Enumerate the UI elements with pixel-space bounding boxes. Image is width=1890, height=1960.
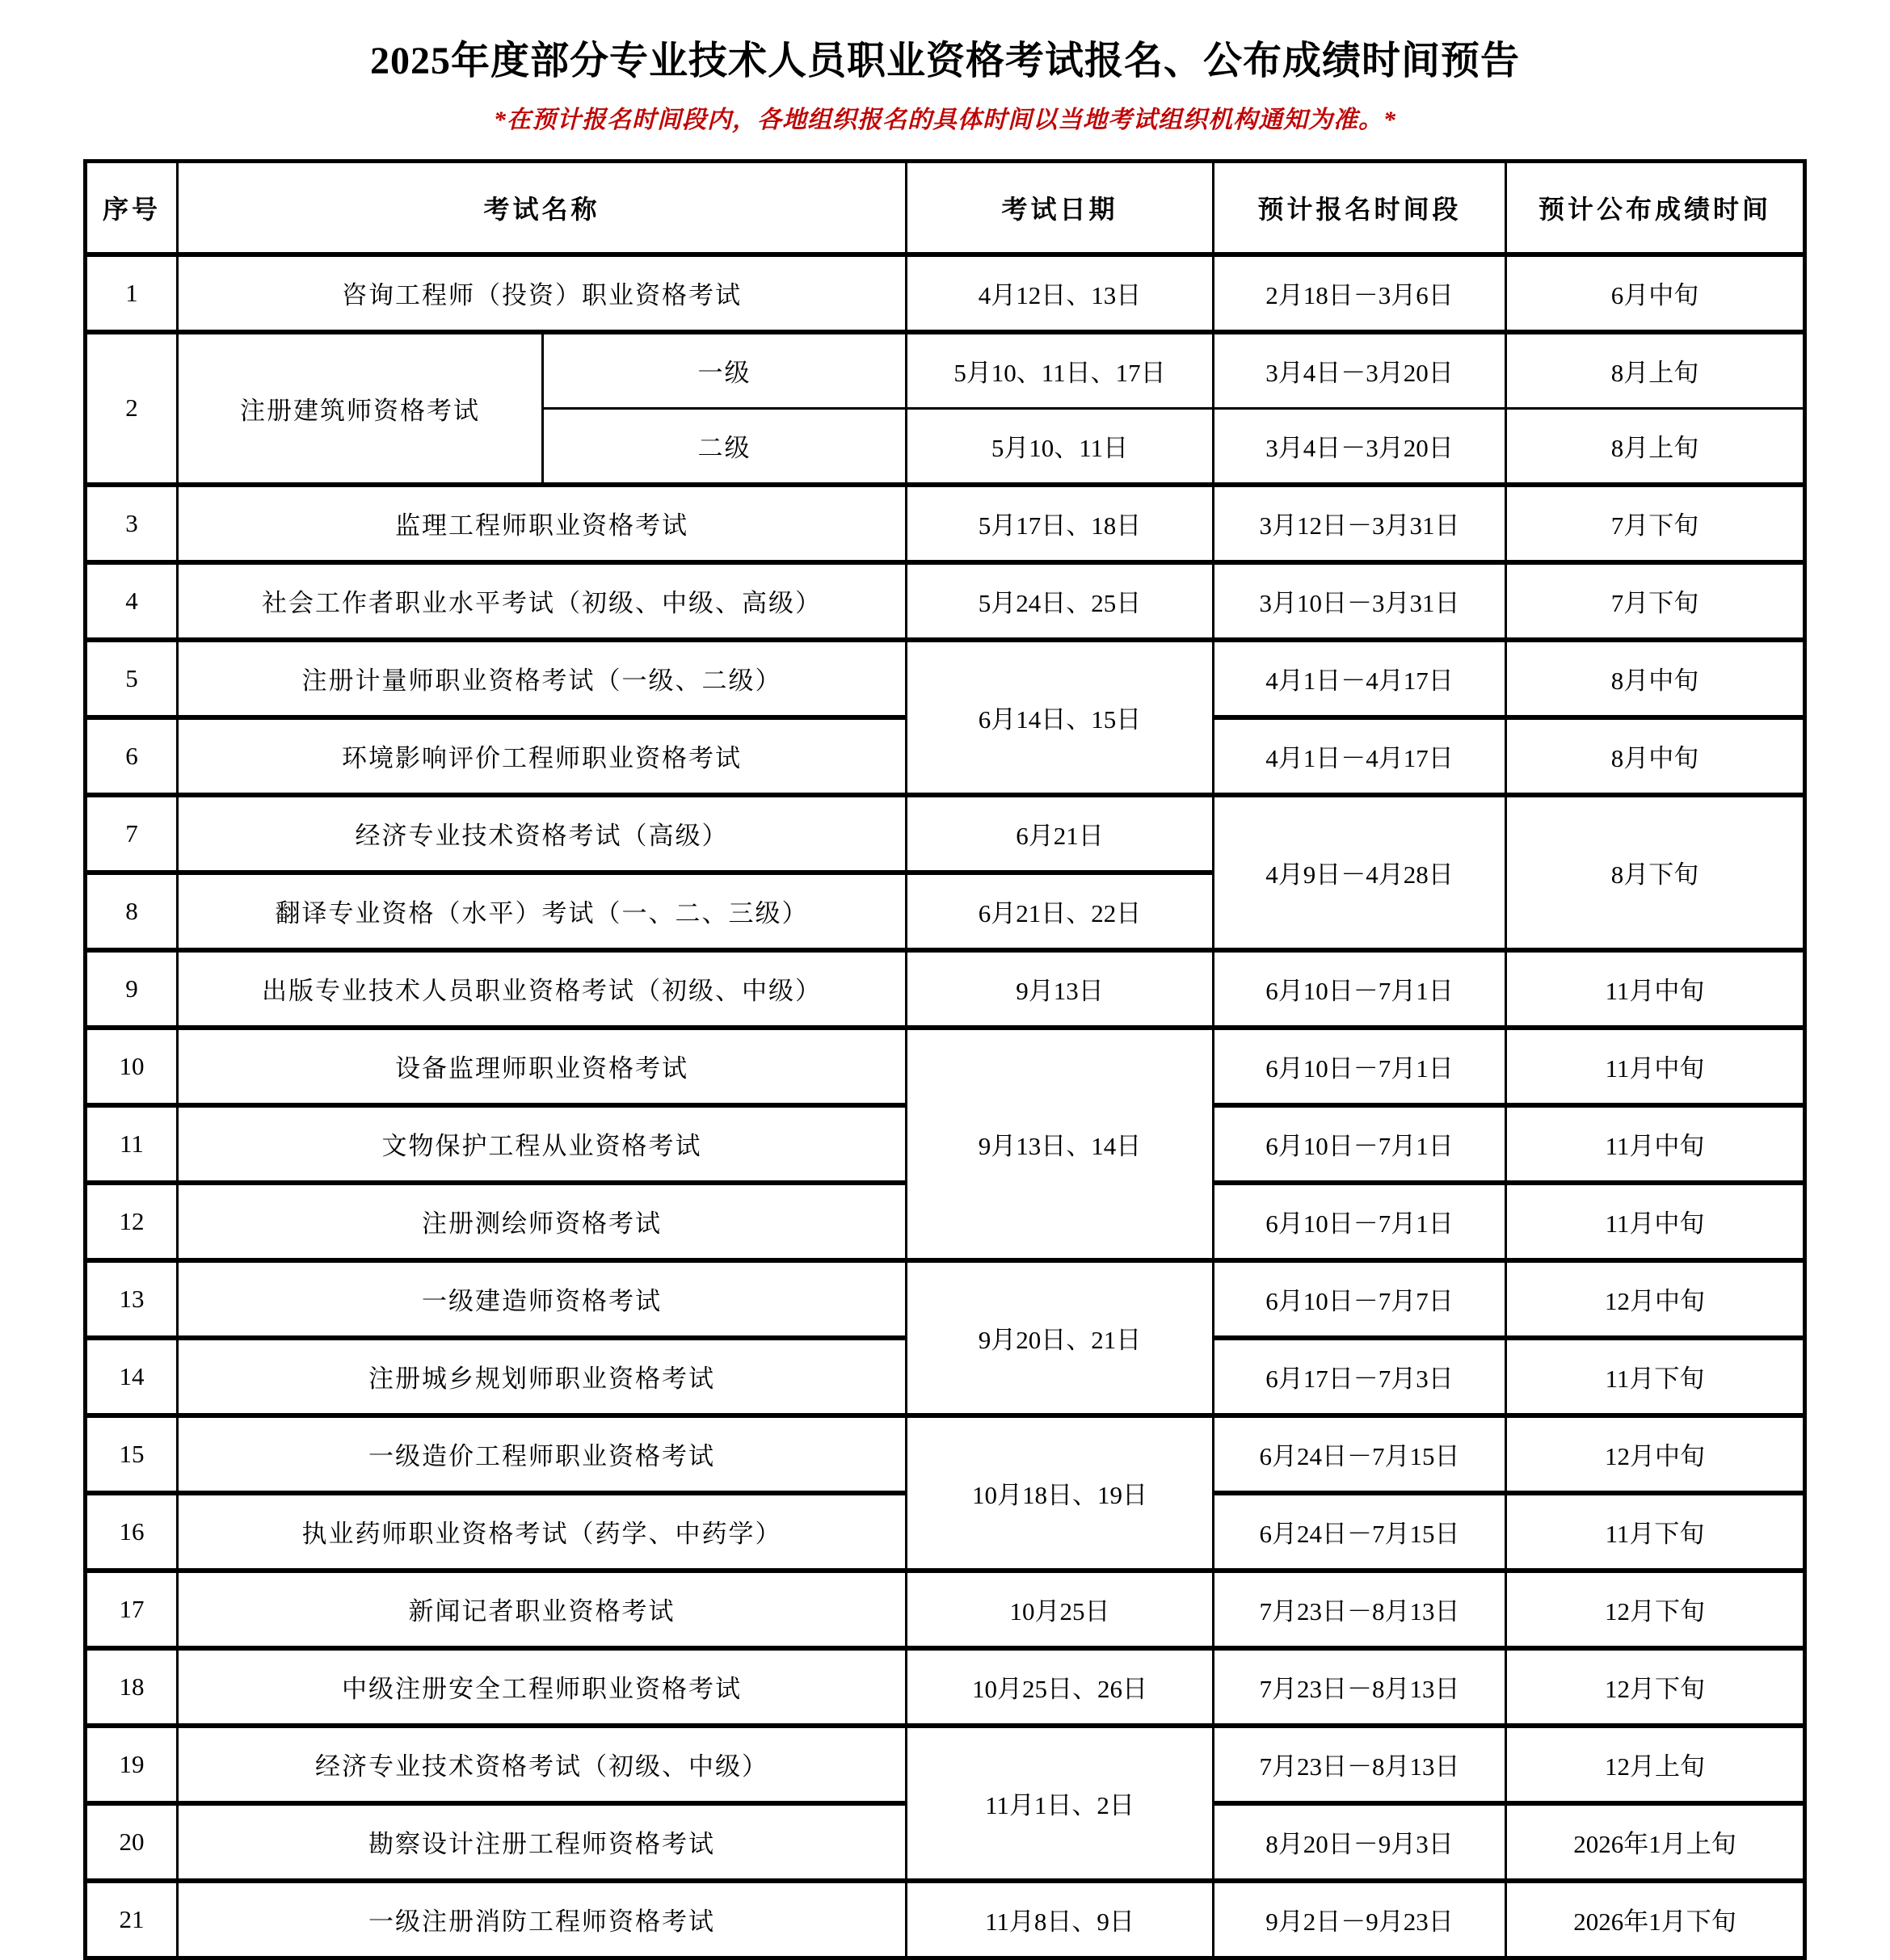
registration-period-cell: 6月10日－7月7日 — [1214, 1260, 1506, 1338]
registration-period-cell: 8月20日－9月3日 — [1214, 1803, 1506, 1881]
table-row — [85, 1881, 1804, 1958]
exam-name-cell: 一级建造师资格考试 — [177, 1260, 906, 1338]
row-index-cell: 7 — [85, 795, 177, 873]
exam-level-cell: 一级 — [542, 332, 906, 409]
score-release-cell: 12月下旬 — [1506, 1571, 1805, 1648]
registration-period-cell: 3月4日－3月20日 — [1214, 332, 1506, 409]
score-release-cell: 12月上旬 — [1506, 1726, 1805, 1803]
exam-date-cell: 6月21日、22日 — [907, 873, 1214, 950]
row-index-cell: 1 — [85, 254, 177, 332]
registration-period-cell: 6月10日－7月1日 — [1214, 1105, 1506, 1183]
exam-date-cell: 6月21日 — [907, 795, 1214, 873]
score-release-cell: 12月中旬 — [1506, 1260, 1805, 1338]
header-row — [85, 161, 1804, 254]
registration-period-cell: 3月4日－3月20日 — [1214, 408, 1506, 485]
score-release-cell: 12月下旬 — [1506, 1648, 1805, 1726]
exam-date-cell: 11月8日、9日 — [907, 1881, 1214, 1958]
exam-date-cell: 9月13日、14日 — [907, 1028, 1214, 1260]
col-header-index: 序号 — [85, 161, 177, 254]
exam-name-cell: 中级注册安全工程师职业资格考试 — [177, 1648, 906, 1726]
registration-period-cell: 4月9日－4月28日 — [1214, 795, 1506, 950]
exam-name-cell: 监理工程师职业资格考试 — [177, 485, 906, 562]
row-index-cell: 6 — [85, 717, 177, 795]
exam-name-cell: 注册计量师职业资格考试（一级、二级） — [177, 640, 906, 717]
score-release-cell: 8月上旬 — [1506, 332, 1805, 409]
exam-name-cell: 翻译专业资格（水平）考试（一、二、三级） — [177, 873, 906, 950]
score-release-cell: 11月下旬 — [1506, 1493, 1805, 1571]
exam-date-cell: 9月20日、21日 — [907, 1260, 1214, 1415]
exam-date-cell: 5月24日、25日 — [907, 562, 1214, 640]
registration-period-cell: 7月23日－8月13日 — [1214, 1571, 1506, 1648]
table-row — [85, 1571, 1804, 1648]
row-index-cell: 21 — [85, 1881, 177, 1958]
registration-period-cell: 9月2日－9月23日 — [1214, 1881, 1506, 1958]
row-index-cell: 16 — [85, 1493, 177, 1571]
registration-period-cell: 6月10日－7月1日 — [1214, 950, 1506, 1028]
exam-name-cell: 注册城乡规划师职业资格考试 — [177, 1338, 906, 1415]
row-index-cell: 2 — [85, 332, 177, 485]
registration-period-cell: 6月24日－7月15日 — [1214, 1493, 1506, 1571]
exam-name-cell: 经济专业技术资格考试（高级） — [177, 795, 906, 873]
exam-name-cell: 咨询工程师（投资）职业资格考试 — [177, 254, 906, 332]
exam-date-cell: 5月17日、18日 — [907, 485, 1214, 562]
table-row — [85, 1415, 1804, 1493]
score-release-cell: 11月下旬 — [1506, 1338, 1805, 1415]
score-release-cell: 8月中旬 — [1506, 717, 1805, 795]
registration-period-cell: 7月23日－8月13日 — [1214, 1726, 1506, 1803]
exam-date-cell: 10月25日、26日 — [907, 1648, 1214, 1726]
score-release-cell: 8月下旬 — [1506, 795, 1805, 950]
exam-schedule-table — [83, 159, 1807, 1960]
score-release-cell: 8月中旬 — [1506, 640, 1805, 717]
exam-date-cell: 5月10、11日、17日 — [907, 332, 1214, 409]
col-header-score-release: 预计公布成绩时间 — [1506, 161, 1805, 254]
row-index-cell: 19 — [85, 1726, 177, 1803]
exam-name-cell: 执业药师职业资格考试（药学、中药学） — [177, 1493, 906, 1571]
row-index-cell: 9 — [85, 950, 177, 1028]
table-row — [85, 254, 1804, 332]
row-index-cell: 17 — [85, 1571, 177, 1648]
exam-date-cell: 11月1日、2日 — [907, 1726, 1214, 1881]
registration-period-cell: 6月24日－7月15日 — [1214, 1415, 1506, 1493]
exam-name-cell: 社会工作者职业水平考试（初级、中级、高级） — [177, 562, 906, 640]
exam-table-header — [85, 161, 1804, 254]
exam-name-cell: 新闻记者职业资格考试 — [177, 1571, 906, 1648]
row-index-cell: 18 — [85, 1648, 177, 1726]
score-release-cell: 11月中旬 — [1506, 950, 1805, 1028]
table-row — [85, 1028, 1804, 1105]
row-index-cell: 15 — [85, 1415, 177, 1493]
exam-table-body — [85, 254, 1804, 1958]
table-row — [85, 485, 1804, 562]
row-index-cell: 4 — [85, 562, 177, 640]
row-index-cell: 13 — [85, 1260, 177, 1338]
row-index-cell: 14 — [85, 1338, 177, 1415]
table-row — [85, 562, 1804, 640]
score-release-cell: 11月中旬 — [1506, 1183, 1805, 1260]
col-header-exam-name: 考试名称 — [177, 161, 906, 254]
table-row — [85, 1648, 1804, 1726]
exam-date-cell: 10月18日、19日 — [907, 1415, 1214, 1571]
registration-period-cell: 6月10日－7月1日 — [1214, 1028, 1506, 1105]
row-index-cell: 20 — [85, 1803, 177, 1881]
score-release-cell: 7月下旬 — [1506, 562, 1805, 640]
table-row — [85, 640, 1804, 717]
row-index-cell: 12 — [85, 1183, 177, 1260]
registration-period-cell: 4月1日－4月17日 — [1214, 640, 1506, 717]
exam-date-cell: 6月14日、15日 — [907, 640, 1214, 795]
exam-name-cell: 文物保护工程从业资格考试 — [177, 1105, 906, 1183]
score-release-cell: 11月中旬 — [1506, 1028, 1805, 1105]
table-row — [85, 332, 1804, 409]
exam-name-cell: 出版专业技术人员职业资格考试（初级、中级） — [177, 950, 906, 1028]
col-header-registration-period: 预计报名时间段 — [1214, 161, 1506, 254]
exam-name-cell: 环境影响评价工程师职业资格考试 — [177, 717, 906, 795]
score-release-cell: 2026年1月上旬 — [1506, 1803, 1805, 1881]
row-index-cell: 5 — [85, 640, 177, 717]
exam-name-cell: 一级造价工程师职业资格考试 — [177, 1415, 906, 1493]
exam-name-cell: 注册测绘师资格考试 — [177, 1183, 906, 1260]
registration-period-cell: 2月18日－3月6日 — [1214, 254, 1506, 332]
table-row — [85, 1726, 1804, 1803]
exam-date-cell: 4月12日、13日 — [907, 254, 1214, 332]
score-release-cell: 12月中旬 — [1506, 1415, 1805, 1493]
registration-period-cell: 3月12日－3月31日 — [1214, 485, 1506, 562]
exam-name-cell: 设备监理师职业资格考试 — [177, 1028, 906, 1105]
registration-period-cell: 4月1日－4月17日 — [1214, 717, 1506, 795]
exam-name-cell: 经济专业技术资格考试（初级、中级） — [177, 1726, 906, 1803]
registration-period-cell: 6月10日－7月1日 — [1214, 1183, 1506, 1260]
score-release-cell: 6月中旬 — [1506, 254, 1805, 332]
row-index-cell: 3 — [85, 485, 177, 562]
row-index-cell: 8 — [85, 873, 177, 950]
score-release-cell: 7月下旬 — [1506, 485, 1805, 562]
table-row — [85, 1260, 1804, 1338]
page-title: 2025年度部分专业技术人员职业资格考试报名、公布成绩时间预告 — [369, 40, 1520, 82]
row-index-cell: 11 — [85, 1105, 177, 1183]
score-release-cell: 8月上旬 — [1506, 408, 1805, 485]
registration-period-cell: 6月17日－7月3日 — [1214, 1338, 1506, 1415]
exam-name-cell: 勘察设计注册工程师资格考试 — [177, 1803, 906, 1881]
registration-period-cell: 3月10日－3月31日 — [1214, 562, 1506, 640]
registration-period-cell: 7月23日－8月13日 — [1214, 1648, 1506, 1726]
table-row — [85, 950, 1804, 1028]
score-release-cell: 2026年1月下旬 — [1506, 1881, 1805, 1958]
col-header-exam-date: 考试日期 — [907, 161, 1214, 254]
exam-date-cell: 10月25日 — [907, 1571, 1214, 1648]
exam-level-cell: 二级 — [542, 408, 906, 485]
row-index-cell: 10 — [85, 1028, 177, 1105]
exam-date-cell: 9月13日 — [907, 950, 1214, 1028]
exam-date-cell: 5月10、11日 — [907, 408, 1214, 485]
table-row — [85, 795, 1804, 873]
exam-name-cell: 一级注册消防工程师资格考试 — [177, 1881, 906, 1958]
registration-note: *在预计报名时间段内，各地组织报名的具体时间以当地考试组织机构通知为准。* — [494, 106, 1396, 133]
score-release-cell: 11月中旬 — [1506, 1105, 1805, 1183]
exam-name-cell: 注册建筑师资格考试 — [177, 332, 542, 485]
